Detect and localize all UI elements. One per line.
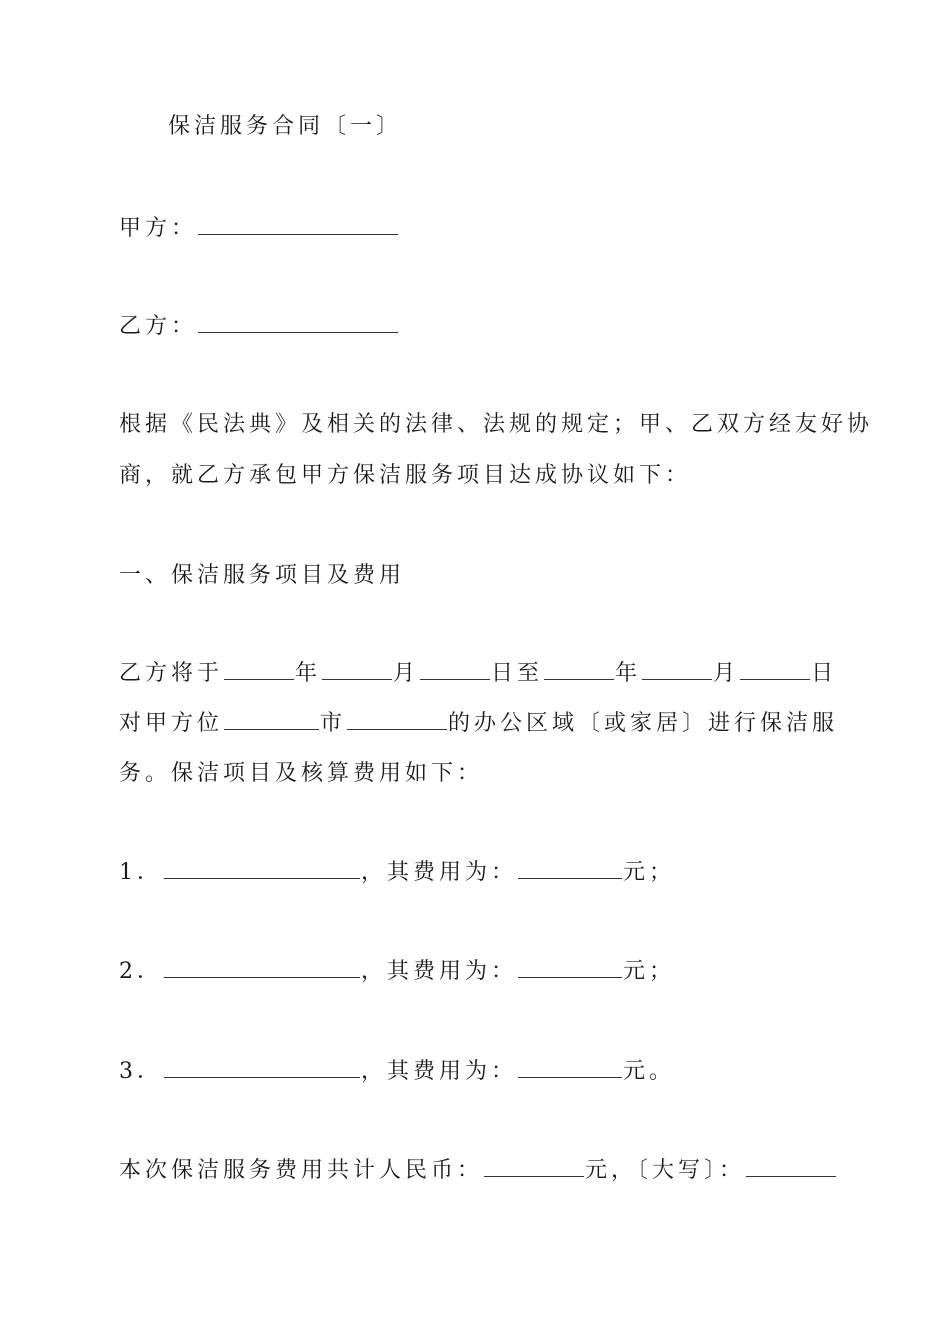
item-number: 2． bbox=[119, 959, 163, 984]
party-b-label: 乙方： bbox=[119, 314, 198, 339]
period-month: 月 bbox=[393, 661, 420, 686]
end-day-blank[interactable] bbox=[740, 661, 810, 680]
item-unit: 元。 bbox=[623, 1059, 676, 1084]
item-unit: 元； bbox=[623, 860, 676, 885]
item-fee-blank[interactable] bbox=[518, 959, 622, 978]
items-intro: 务。保洁项目及核算费用如下： bbox=[119, 761, 484, 786]
total-capital-blank[interactable] bbox=[746, 1158, 836, 1177]
party-a-line bbox=[119, 214, 839, 244]
location-prefix: 对甲方位 bbox=[119, 711, 224, 736]
period-day2: 日 bbox=[811, 661, 838, 686]
party-b-blank[interactable] bbox=[198, 314, 398, 333]
item-fee-label: ，其费用为： bbox=[361, 860, 518, 885]
party-b-line bbox=[119, 312, 839, 342]
period-month2: 月 bbox=[713, 661, 740, 686]
period-day-to: 日至 bbox=[491, 661, 544, 686]
item-fee-blank[interactable] bbox=[518, 1059, 622, 1078]
total-amount-blank[interactable] bbox=[484, 1158, 584, 1177]
item-fee-blank[interactable] bbox=[518, 860, 622, 879]
item-number: 3． bbox=[119, 1059, 163, 1084]
total-prefix: 本次保洁服务费用共计人民币： bbox=[119, 1158, 484, 1183]
period-prefix: 乙方将于 bbox=[119, 661, 224, 686]
item-name-blank[interactable] bbox=[164, 860, 360, 879]
intro-line-2: 商，就乙方承包甲方保洁服务项目达成协议如下： bbox=[119, 463, 692, 488]
item-row bbox=[119, 957, 839, 987]
location-city: 市 bbox=[320, 711, 347, 736]
total-line bbox=[119, 1156, 839, 1186]
party-a-label: 甲方： bbox=[119, 216, 198, 241]
province-blank[interactable] bbox=[224, 711, 319, 730]
item-number: 1． bbox=[119, 860, 163, 885]
location-suffix: 的办公区域〔或家居〕进行保洁服 bbox=[448, 711, 839, 736]
intro-line-1: 根据《民法典》及相关的法律、法规的规定；甲、乙双方经友好协 bbox=[119, 412, 874, 437]
item-name-blank[interactable] bbox=[164, 1059, 360, 1078]
document-title: 保洁服务合同〔一〕 bbox=[168, 114, 403, 139]
item-row bbox=[119, 858, 839, 888]
end-month-blank[interactable] bbox=[642, 661, 712, 680]
total-capital-label: 〔大写〕： bbox=[637, 1158, 746, 1183]
end-year-blank[interactable] bbox=[544, 661, 614, 680]
item-name-blank[interactable] bbox=[164, 959, 360, 978]
section-1-heading: 一、保洁服务项目及费用 bbox=[119, 563, 406, 588]
item-row bbox=[119, 1057, 839, 1087]
total-unit: 元， bbox=[585, 1158, 638, 1183]
item-fee-label: ，其费用为： bbox=[361, 959, 518, 984]
service-period-line bbox=[119, 659, 839, 689]
period-year2: 年 bbox=[615, 661, 642, 686]
item-unit: 元； bbox=[623, 959, 676, 984]
period-year: 年 bbox=[295, 661, 322, 686]
location-line bbox=[119, 709, 839, 739]
city-blank[interactable] bbox=[347, 711, 447, 730]
start-day-blank[interactable] bbox=[420, 661, 490, 680]
item-fee-label: ，其费用为： bbox=[361, 1059, 518, 1084]
start-year-blank[interactable] bbox=[224, 661, 294, 680]
party-a-blank[interactable] bbox=[198, 216, 398, 235]
start-month-blank[interactable] bbox=[322, 661, 392, 680]
